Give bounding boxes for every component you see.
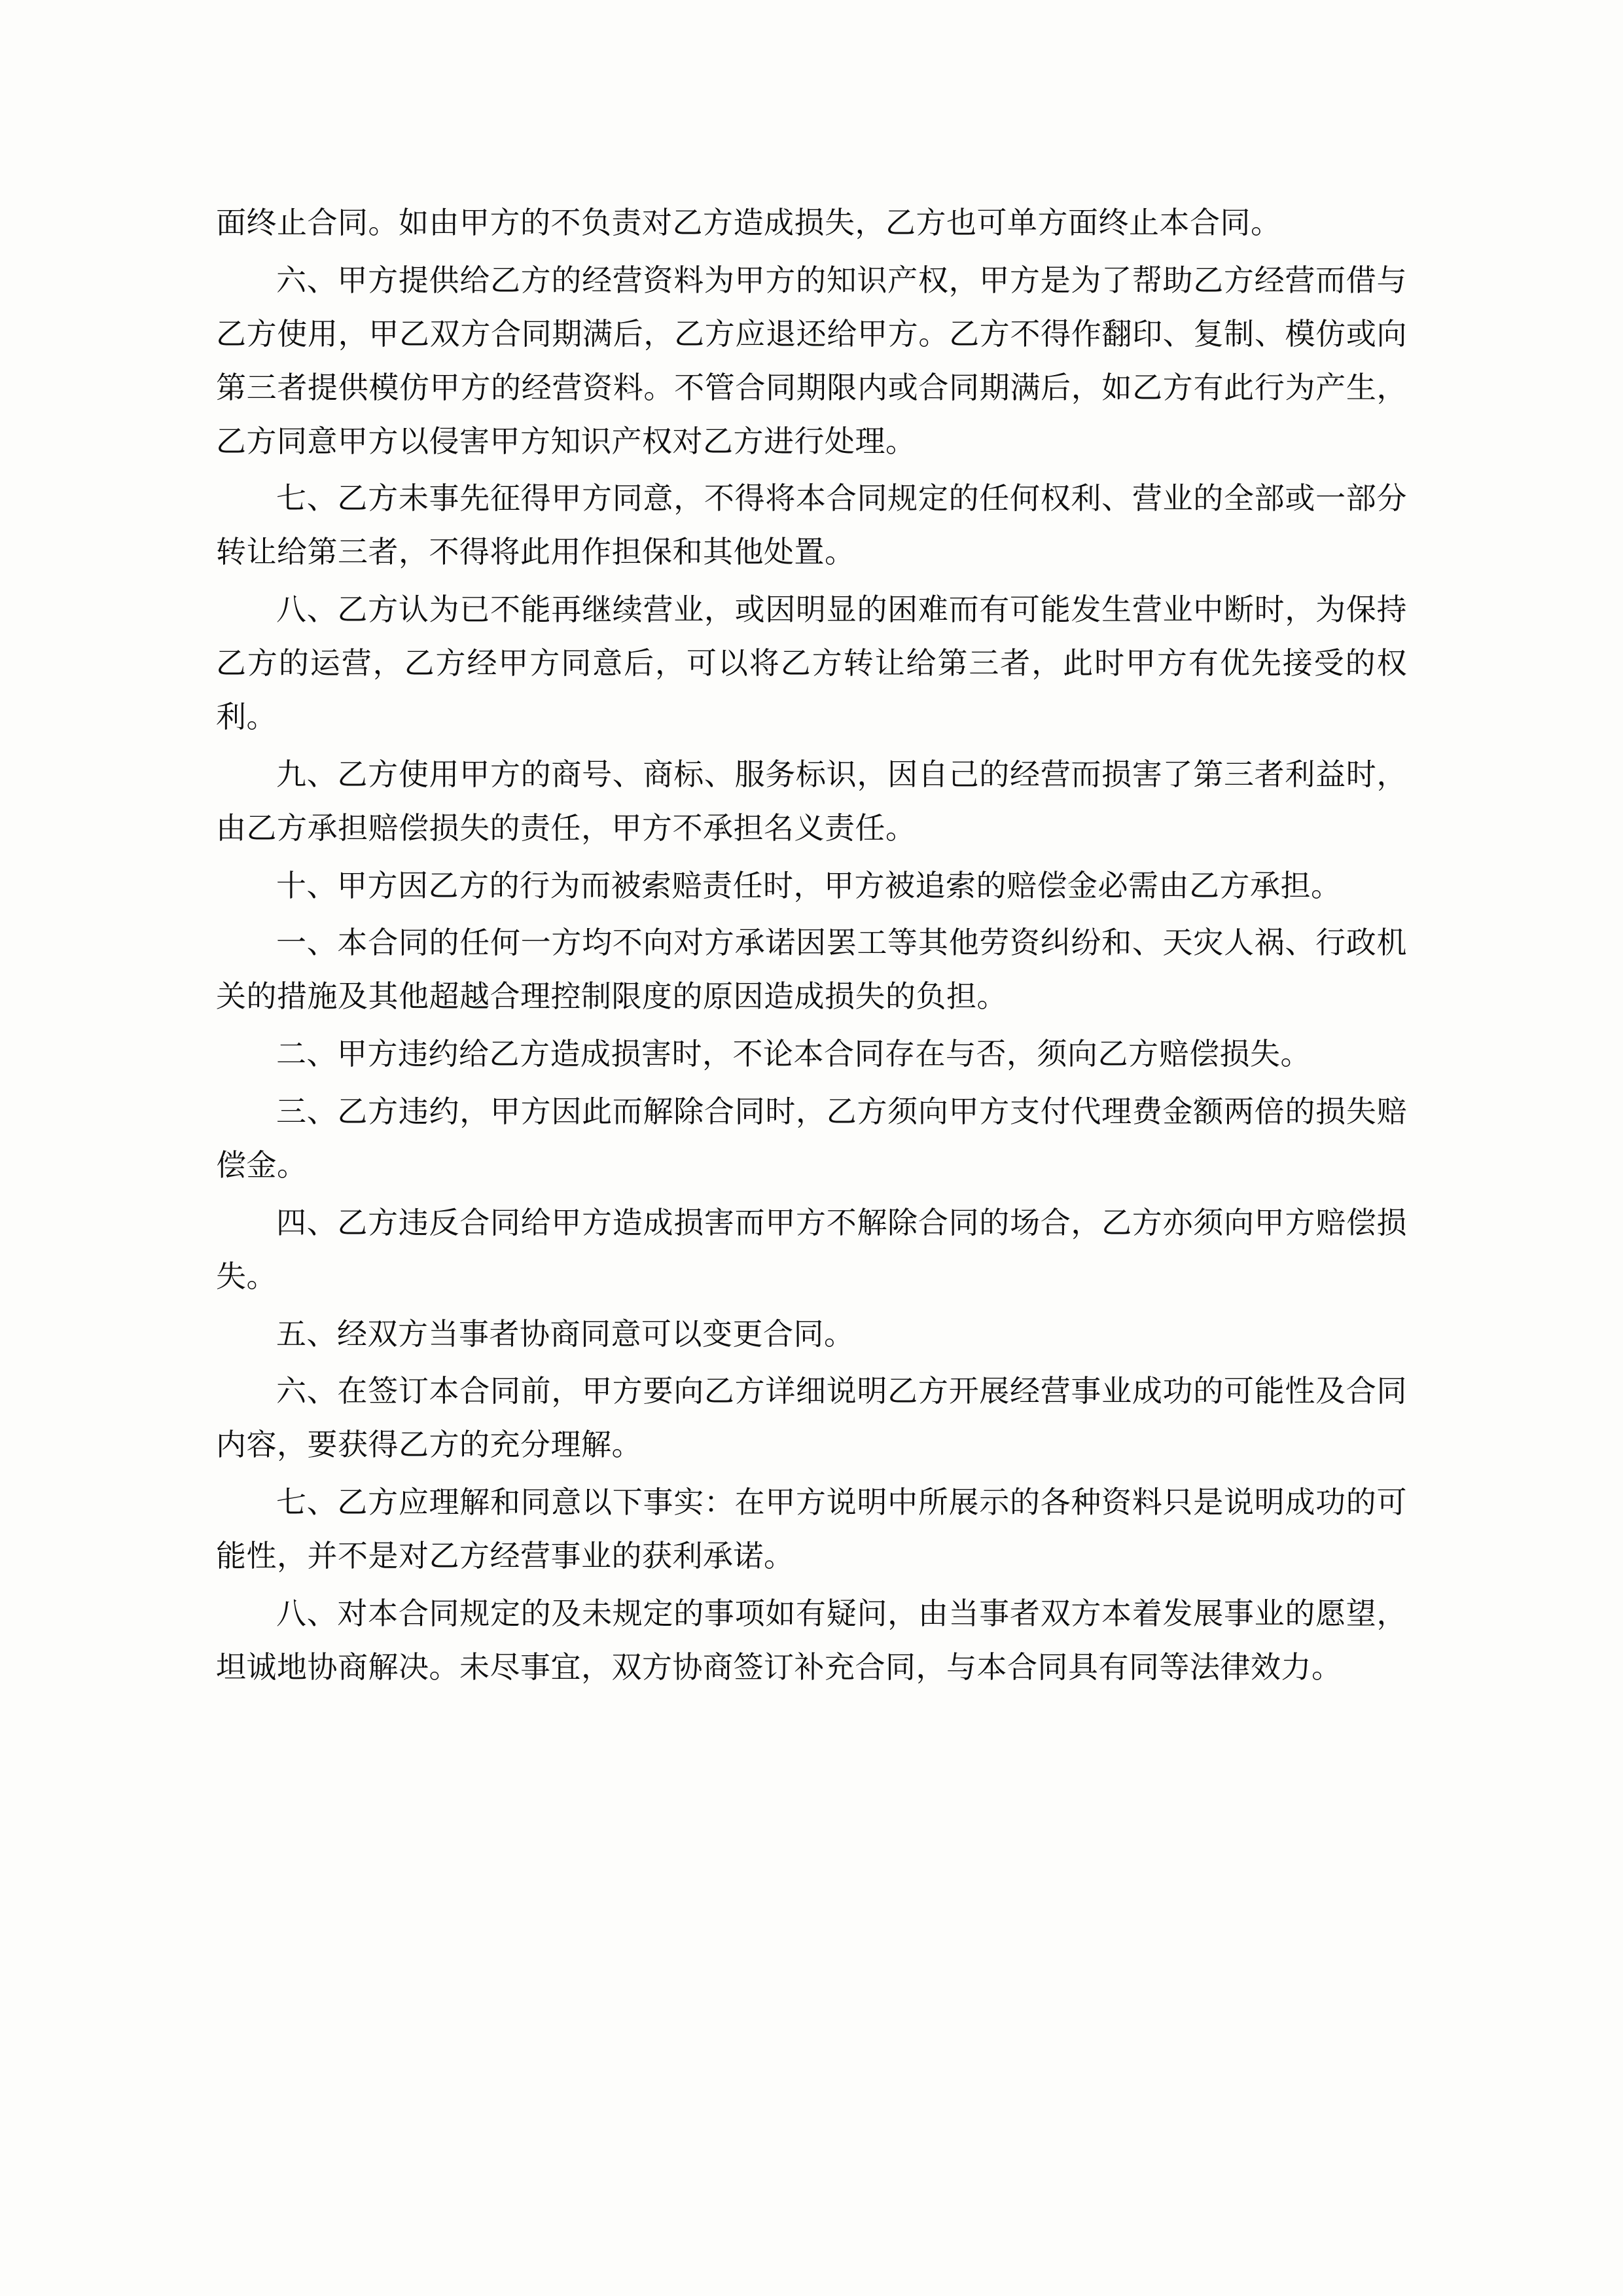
paragraph: 三、乙方违约，甲方因此而解除合同时，乙方须向甲方支付代理费金额两倍的损失赔偿金。	[216, 1094, 1407, 1183]
paragraph: 七、乙方应理解和同意以下事实：在甲方说明中所展示的各种资料只是说明成功的可能性，并不是对乙方经营事业的获利承诺。	[216, 1484, 1407, 1573]
paragraph: 四、乙方违反合同给甲方造成损害而甲方不解除合同的场合，乙方亦须向甲方赔偿损失。	[216, 1204, 1407, 1294]
paragraph: 六、在签订本合同前，甲方要向乙方详细说明乙方开展经营事业成功的可能性及合同内容，要获得乙方的充分理解。	[216, 1373, 1407, 1463]
paragraph: 一、本合同的任何一方均不向对方承诺因罢工等其他劳资纠纷和、天灾人祸、行政机关的措施及其他超越合理控制限度的原因造成损失的负担。	[216, 925, 1407, 1014]
paragraph: 八、对本合同规定的及未规定的事项如有疑问，由当事者双方本着发展事业的愿望，坦诚地协商解决。未尽事宜，双方协商签订补充合同，与本合同具有同等法律效力。	[216, 1595, 1407, 1685]
paragraph: 六、甲方提供给乙方的经营资料为甲方的知识产权，甲方是为了帮助乙方经营而借与乙方使用，甲乙双方合同期满后，乙方应退还给甲方。乙方不得作翻印、复制、模仿或向第三者提供模仿甲方的经营资料。不管合同期限内或合同期满后，如乙方有此行为产生，乙方同意甲方以侵害甲方知识产权对乙方进行处理。	[216, 262, 1407, 459]
paragraph: 八、乙方认为已不能再继续营业，或因明显的困难而有可能发生营业中断时，为保持乙方的运营，乙方经甲方同意后，可以将乙方转让给第三者，此时甲方有优先接受的权利。	[216, 592, 1407, 734]
paragraph: 五、经双方当事者协商同意可以变更合同。	[276, 1316, 855, 1352]
paragraph: 二、甲方违约给乙方造成损害时，不论本合同存在与否，须向乙方赔偿损失。	[276, 1036, 1311, 1072]
paragraph: 九、乙方使用甲方的商号、商标、服务标识，因自己的经营而损害了第三者利益时，由乙方承担赔偿损失的责任，甲方不承担名义责任。	[216, 756, 1407, 846]
document-body	[216, 196, 1407, 1695]
paragraph: 七、乙方未事先征得甲方同意，不得将本合同规定的任何权利、营业的全部或一部分转让给第三者，不得将此用作担保和其他处置。	[216, 480, 1407, 570]
paragraph: 十、甲方因乙方的行为而被索赔责任时，甲方被追索的赔偿金必需由乙方承担。	[276, 867, 1342, 903]
paragraph: 面终止合同。如由甲方的不负责对乙方造成损失，乙方也可单方面终止本合同。	[216, 205, 1281, 240]
